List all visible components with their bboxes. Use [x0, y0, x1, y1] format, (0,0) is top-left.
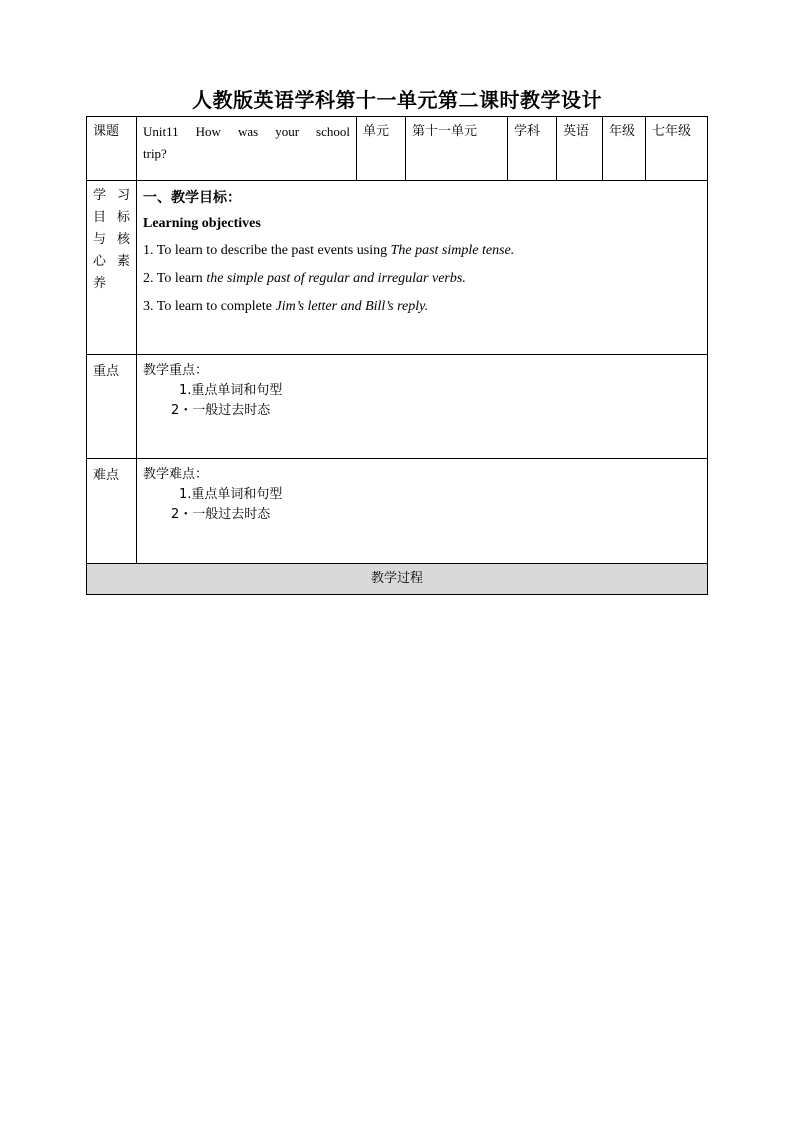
subject-label: 学科: [508, 117, 557, 181]
objective-item: 3. To learn to complete Jim’s letter and Bill’s reply.: [143, 299, 429, 314]
process-header: 教学过程: [87, 564, 708, 595]
key-points-row: [87, 355, 708, 459]
grade-label: 年级: [603, 117, 646, 181]
process-row: [87, 564, 708, 595]
objectives-heading-cn: 一、教学目标：: [143, 190, 241, 206]
key-points-label: 重点: [87, 355, 137, 459]
objectives-row: [87, 181, 708, 355]
key-points-heading: 教学重点：: [143, 363, 209, 378]
grade-value: 七年级: [646, 117, 708, 181]
subject-value: 英语: [557, 117, 603, 181]
difficult-point-item: 2・一般过去时态: [171, 507, 271, 522]
difficult-points-heading: 教学难点：: [143, 467, 209, 482]
difficult-points-content: [137, 459, 708, 564]
course-value: Unit11 How was your school trip?: [137, 117, 357, 181]
key-point-item: 2・一般过去时态: [171, 403, 271, 418]
course-label: 课题: [87, 117, 137, 181]
key-point-item: 1.重点单词和句型: [179, 383, 283, 398]
objectives-heading-en: Learning objectives: [143, 216, 261, 231]
page-title: 人教版英语学科第十一单元第二课时教学设计: [192, 88, 602, 112]
objective-item: 2. To learn the simple past of regular and irregular verbs.: [143, 271, 466, 286]
unit-label: 单元: [357, 117, 406, 181]
objective-item: 1. To learn to describe the past events using The past simple tense.: [143, 243, 515, 258]
difficult-points-label: 难点: [87, 459, 137, 564]
difficult-point-item: 1.重点单词和句型: [179, 487, 283, 502]
unit-value: 第十一单元: [406, 117, 508, 181]
difficult-points-row: [87, 459, 708, 564]
objectives-content: [137, 181, 708, 355]
header-row: [87, 117, 708, 181]
objectives-label: 学习目标与核心素养: [87, 181, 137, 355]
key-points-content: [137, 355, 708, 459]
lesson-plan-table: [86, 116, 708, 595]
